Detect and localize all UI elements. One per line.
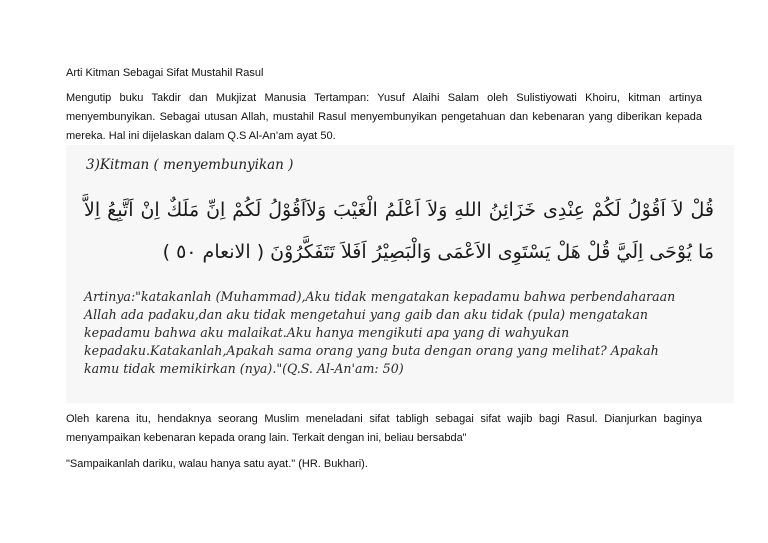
quran-verse-image [66,145,734,403]
section-heading: Arti Kitman Sebagai Sifat Mustahil Rasul [66,67,264,79]
arabic-verse: قُلْ لاَ اَقُوْلُ لَكُمْ عِنْدِى خَزَائِنُ اللهِ وَلاَ اَعْلَمُ الْغَيْبَ وَلاَاَقُوْلُ لَكُمْ اِنِّ مَلَكٌ اِنْ اَتَّبِعُ اِلاَّ مَا يُوْحَى اِلَيَّ قُلْ هَلْ يَسْتَوِى الاَعْمَى وَالْبَصِيْرُ اَفَلاَ تَتَفَكَّرُوْنَ ( الانعام ٥٠ ) [84,199,714,263]
verse-translation: Artinya:"katakanlah (Muhammad),Aku tidak mengatakan kepadamu bahwa perbendaharaan Allah ada padaku,dan aku tidak mengetahui yang gaib dan aku tidak (pula) mengatakan kepadamu bahwa aku malaikat.Aku hanya mengikuti apa yang di wahyukan kepadaku.Katakanlah,Apakah sama orang yang buta dengan orang yang melihat? Apakah kamu tidak memikirkan (nya)."(Q.S. Al-An'am: 50) [84,289,676,376]
hadith-quote: "Sampaikanlah dariku, walau hanya satu ayat." (HR. Bukhari). [66,458,368,470]
kitman-label: 3)Kitman ( menyembunyikan ) [86,157,294,173]
intro-paragraph: Mengutip buku Takdir dan Mukjizat Manusia Tertampan: Yusuf Alaihi Salam oleh Sulistiyowati Khoiru, kitman artinya menyembunyikan. Sebagai utusan Allah, mustahil Rasul menyembunyikan pengetahuan dan kebenaran yang diberikan kepada mereka. Hal ini dijelaskan dalam Q.S Al-An’am ayat 50. [66,92,702,142]
closing-paragraph: Oleh karena itu, hendaknya seorang Muslim meneladani sifat tabligh sebagai sifat wajib bagi Rasul. Dianjurkan baginya menyampaikan kebenaran kepada orang lain. Terkait dengan ini, beliau bersabda" [66,413,702,444]
